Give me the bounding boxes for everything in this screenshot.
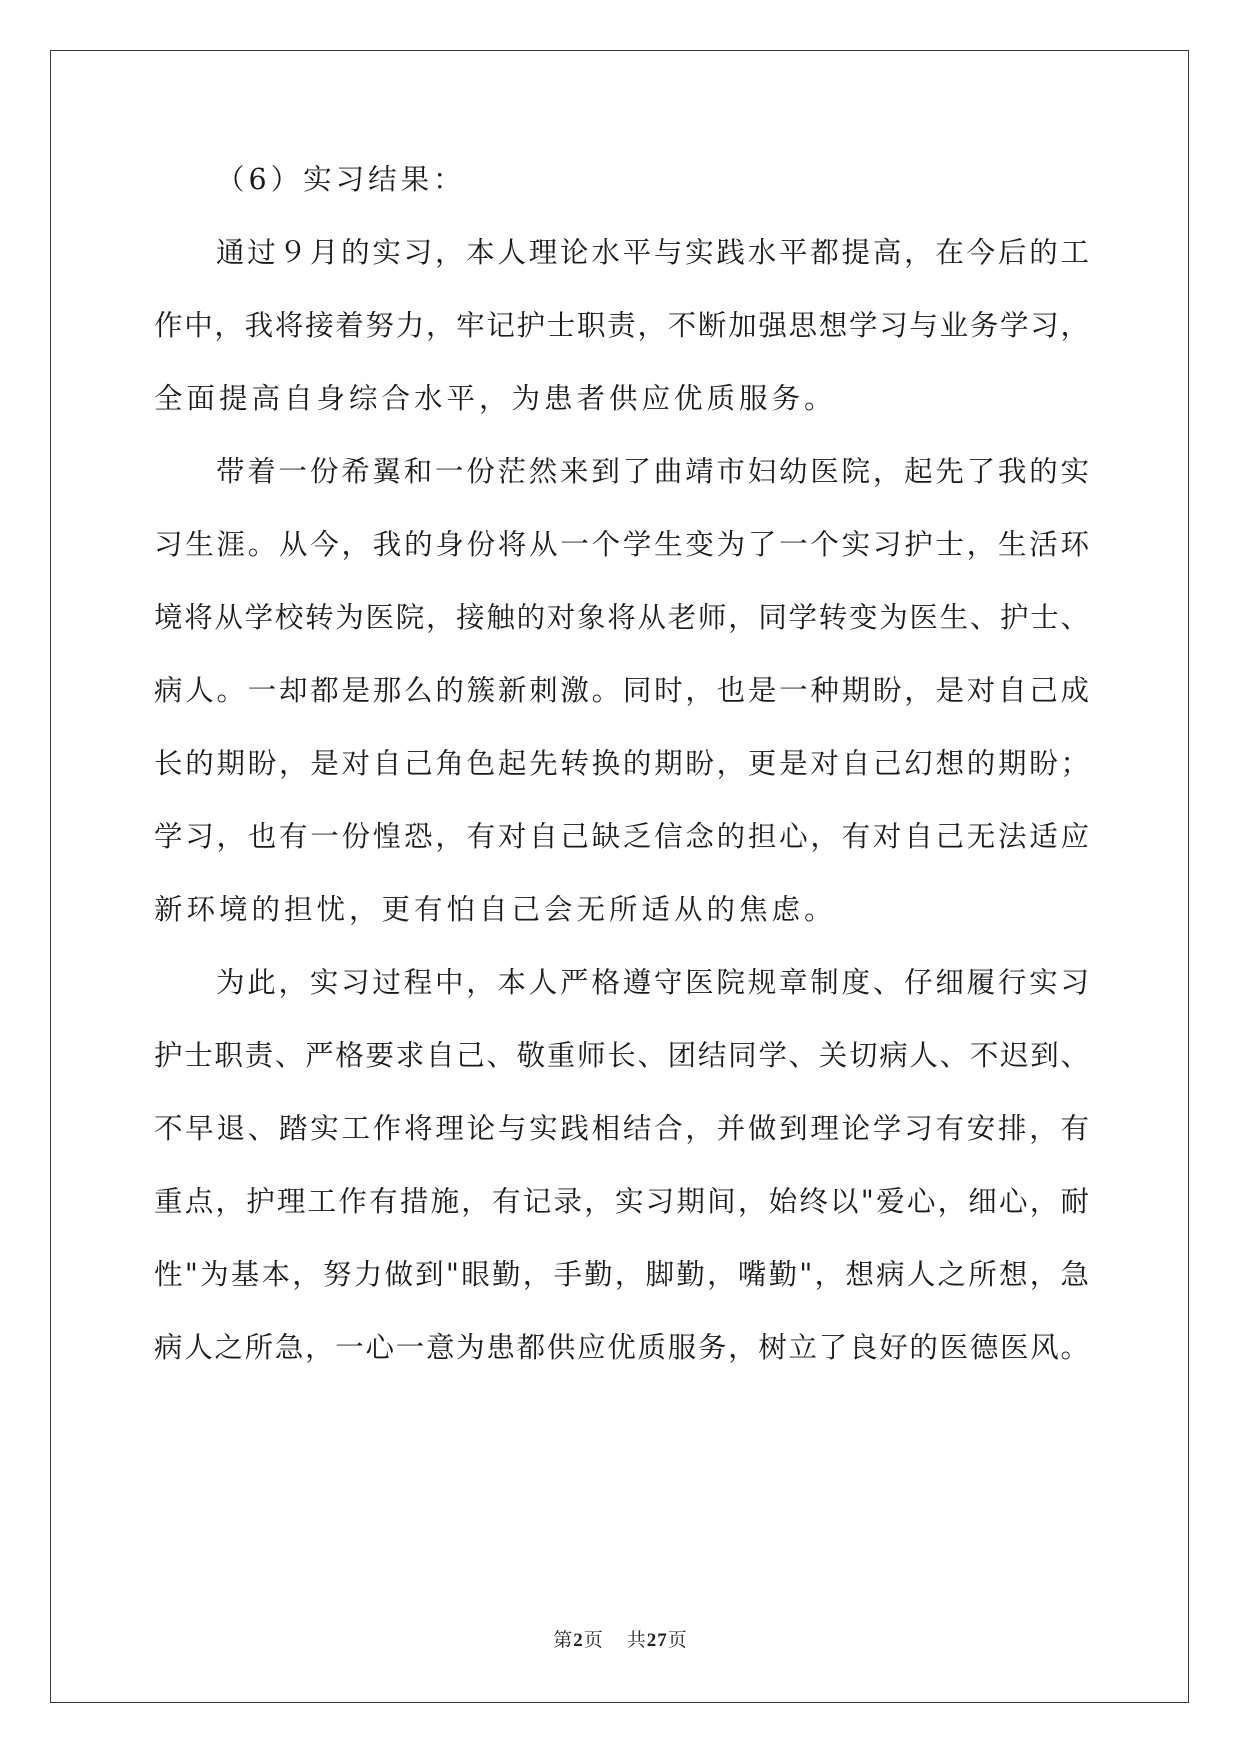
paragraph-line: 性"为基本，努力做到"眼勤，手勤，脚勤，嘴勤"，想病人之所想，急 xyxy=(154,1258,1089,1291)
paragraph-line: 全面提高自身综合水平，为患者供应优质服务。 xyxy=(154,382,837,415)
paragraph-line: 学习，也有一份惶恐，有对自己缺乏信念的担心，有对自己无法适应 xyxy=(154,820,1089,853)
footer-prefix: 第 xyxy=(553,1630,574,1651)
paragraph-line: 境将从学校转为医院，接触的对象将从老师，同学转变为医生、护士、 xyxy=(154,601,1089,634)
paragraph-line: 不早退、踏实工作将理论与实践相结合，并做到理论学习有安排，有 xyxy=(154,1112,1089,1145)
paragraph-line: 为此，实习过程中，本人严格遵守医院规章制度、仔细履行实习 xyxy=(216,966,1089,999)
footer-total-suffix: 页 xyxy=(667,1630,688,1651)
footer-page-word: 页 xyxy=(583,1630,604,1651)
paragraph-line: 长的期盼，是对自己角色起先转换的期盼，更是对自己幻想的期盼； xyxy=(154,747,1089,780)
paragraph-line: 重点，护理工作有措施，有记录，实习期间，始终以"爱心，细心，耐 xyxy=(154,1185,1089,1218)
footer-total-pages: 27 xyxy=(646,1630,668,1651)
footer-current-page: 2 xyxy=(573,1630,584,1651)
paragraph-line: 通过９月的实习，本人理论水平与实践水平都提高，在今后的工 xyxy=(216,236,1089,269)
page-border xyxy=(50,50,1189,1703)
paragraph-line: 病人。一却都是那么的簇新刺激。同时，也是一种期盼，是对自己成 xyxy=(154,674,1089,707)
paragraph-line: 护士职责、严格要求自己、敬重师长、团结同学、关切病人、不迟到、 xyxy=(154,1039,1089,1072)
paragraph-line: 病人之所急，一心一意为患都供应优质服务，树立了良好的医德医风。 xyxy=(154,1331,1089,1364)
paragraph-line: 新环境的担忧，更有怕自己会无所适从的焦虑。 xyxy=(154,893,837,926)
paragraph-line: 带着一份希翼和一份茫然来到了曲靖市妇幼医院，起先了我的实 xyxy=(216,455,1089,488)
footer-total-prefix: 共 xyxy=(626,1630,647,1651)
paragraph-line: 作中，我将接着努力，牢记护士职责，不断加强思想学习与业务学习， xyxy=(154,309,1089,342)
heading-internship-result: （6）实习结果： xyxy=(216,163,466,196)
paragraph-line: 习生涯。从今，我的身份将从一个学生变为了一个实习护士，生活环 xyxy=(154,528,1089,561)
page-footer xyxy=(0,1625,1241,1652)
